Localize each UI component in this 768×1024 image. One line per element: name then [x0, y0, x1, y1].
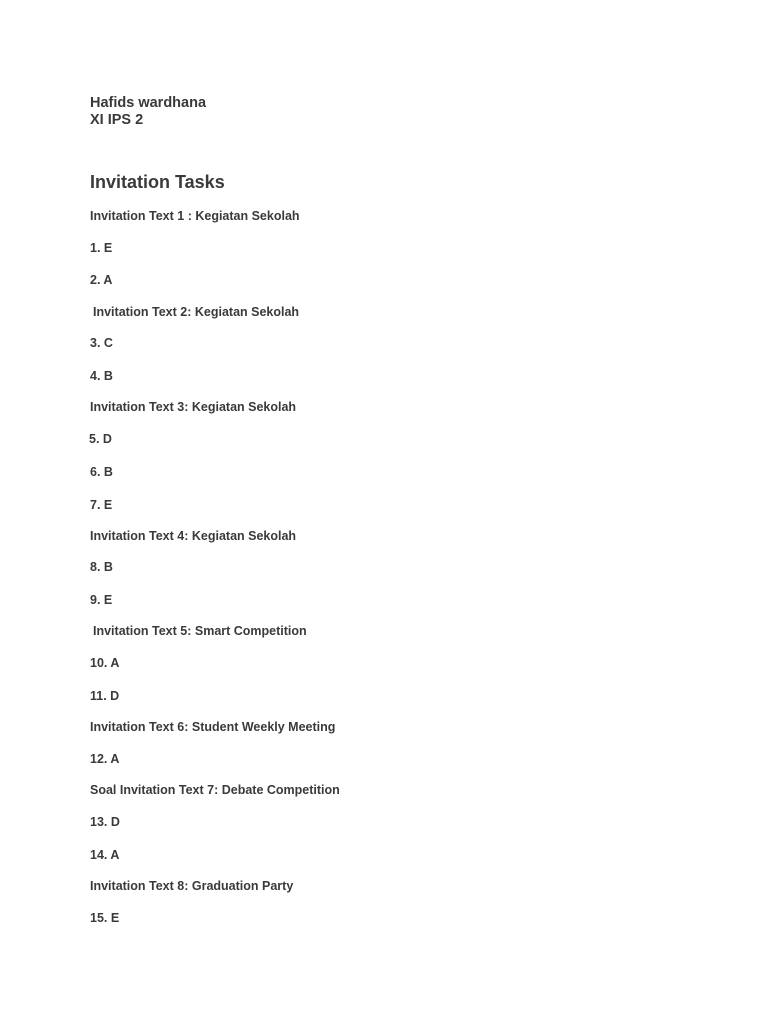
answer-item: 1. E [90, 241, 113, 255]
answer-item: 11. D [90, 689, 120, 703]
answer-item: 13. D [90, 815, 120, 829]
answer-item: 9. E [90, 593, 113, 607]
answer-item: 2. A [90, 273, 113, 287]
section-heading: Invitation Text 6: Student Weekly Meeting [90, 720, 336, 734]
section-heading: Invitation Text 2: Kegiatan Sekolah [93, 305, 300, 319]
author-name: Hafids wardhana [90, 95, 207, 111]
section-heading: Invitation Text 5: Smart Competition [93, 624, 307, 638]
answer-item: 8. B [90, 560, 113, 574]
section-heading: Invitation Text 3: Kegiatan Sekolah [90, 400, 297, 414]
answer-item: 7. E [90, 498, 113, 512]
section-heading: Invitation Text 1 : Kegiatan Sekolah [90, 209, 300, 223]
answer-item: 10. A [90, 656, 120, 670]
answer-item: 4. B [90, 369, 113, 383]
author-class: XI IPS 2 [90, 112, 144, 128]
section-heading: Soal Invitation Text 7: Debate Competition [90, 783, 340, 797]
answer-item: 14. A [90, 848, 120, 862]
answer-item: 5. D [89, 432, 112, 446]
page-title: Invitation Tasks [90, 172, 225, 192]
answer-item: 6. B [90, 465, 113, 479]
section-heading: Invitation Text 8: Graduation Party [90, 879, 294, 893]
answer-item: 12. A [90, 752, 120, 766]
answer-item: 15. E [90, 911, 120, 925]
answer-item: 3. C [90, 336, 113, 350]
section-heading: Invitation Text 4: Kegiatan Sekolah [90, 529, 297, 543]
